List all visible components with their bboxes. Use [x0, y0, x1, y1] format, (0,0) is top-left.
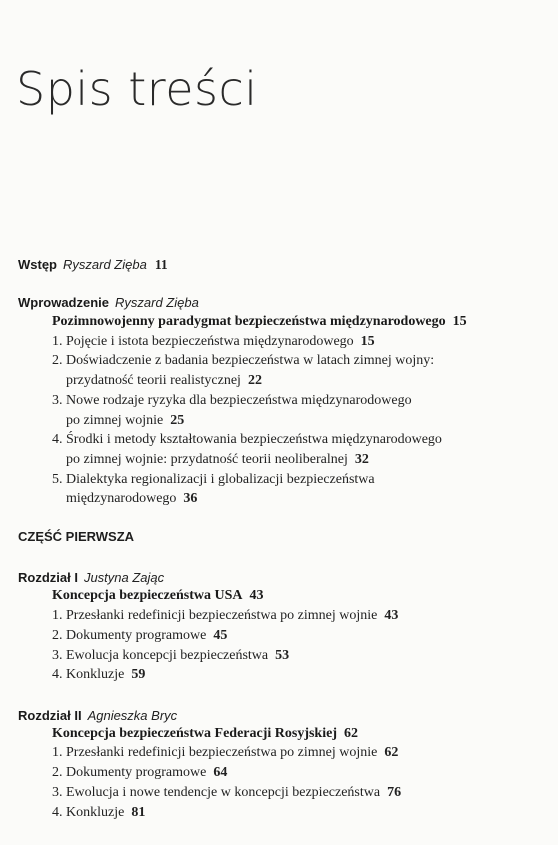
toc-item-text: 1. Przesłanki redefinicji bezpieczeństwa po zimnej wojnie: [52, 745, 378, 760]
toc-item[interactable]: [52, 765, 227, 781]
page-number: 15: [452, 314, 467, 329]
toc-item[interactable]: [52, 745, 398, 761]
page-number: 53: [275, 648, 290, 663]
page-number: 64: [213, 765, 228, 780]
page-number: 15: [360, 334, 375, 349]
page-number: 59: [131, 667, 146, 682]
toc-item-text: 2. Dokumenty programowe: [52, 765, 207, 780]
page-number: 25: [170, 413, 185, 428]
toc-item[interactable]: [52, 353, 434, 369]
toc-entry-wprowadzenie[interactable]: [18, 294, 199, 312]
toc-item[interactable]: [52, 472, 375, 488]
toc-item-text: 4. Konkluzje: [52, 667, 125, 682]
chapter-heading[interactable]: [52, 726, 358, 742]
chapter-heading[interactable]: [52, 588, 264, 604]
toc-item-text: 2. Doświadczenie z badania bezpieczeństwa w latach zimnej wojny:: [52, 353, 435, 368]
toc-entry-rozdzial-2[interactable]: [18, 707, 177, 725]
toc-item[interactable]: [52, 785, 401, 801]
entry-label: Rozdział I: [18, 570, 78, 585]
toc-item-text: 5. Dialektyka regionalizacji i globalizacji bezpieczeństwa: [52, 472, 375, 487]
page-number: 43: [384, 608, 399, 623]
page-number: 32: [354, 452, 369, 467]
toc-item-text: przydatność teorii realistycznej: [66, 373, 241, 388]
page-number: 62: [384, 745, 399, 760]
toc-item[interactable]: [52, 334, 375, 350]
chapter-heading-text: Pozimnowojenny paradygmat bezpieczeństwa międzynarodowego: [52, 314, 446, 329]
page-number: 81: [131, 805, 146, 820]
toc-item-text: 4. Konkluzje: [52, 805, 125, 820]
chapter-heading[interactable]: [52, 314, 467, 330]
toc-item-text: międzynarodowego: [66, 491, 177, 506]
toc-item[interactable]: [52, 805, 145, 821]
toc-item[interactable]: [52, 648, 289, 664]
chapter-heading-text: Koncepcja bezpieczeństwa Federacji Rosyjskiej: [52, 726, 337, 741]
toc-item-continuation[interactable]: [66, 373, 262, 389]
entry-author: Agnieszka Bryc: [87, 708, 178, 723]
toc-item-text: po zimnej wojnie: [66, 413, 164, 428]
toc-item-text: po zimnej wojnie: przydatność teorii neoliberalnej: [66, 452, 348, 467]
toc-item-continuation[interactable]: [66, 452, 369, 468]
toc-item-text: 3. Ewolucja koncepcji bezpieczeństwa: [52, 648, 269, 663]
part-heading: CZĘŚĆ PIERWSZA: [18, 529, 135, 544]
toc-item-text: 3. Ewolucja i nowe tendencje w koncepcji bezpieczeństwa: [52, 785, 381, 800]
entry-author: Ryszard Zięba: [63, 257, 147, 272]
page-number: 22: [247, 373, 262, 388]
toc-item-text: 2. Dokumenty programowe: [52, 628, 207, 643]
entry-label: Wprowadzenie: [18, 295, 110, 310]
toc-item-text: 3. Nowe rodzaje ryzyka dla bezpieczeństwa międzynarodowego: [52, 393, 412, 408]
toc-item[interactable]: [52, 608, 398, 624]
toc-item[interactable]: [52, 432, 442, 448]
page-number: 62: [343, 726, 358, 741]
toc-item-text: 1. Przesłanki redefinicji bezpieczeństwa po zimnej wojnie: [52, 608, 378, 623]
page-title: Spis treści: [16, 62, 258, 116]
entry-label: Wstęp: [18, 257, 57, 272]
toc-item-continuation[interactable]: [66, 491, 197, 507]
toc-item-text: 4. Środki i metody kształtowania bezpieczeństwa międzynarodowego: [52, 432, 442, 447]
toc-item[interactable]: [52, 628, 227, 644]
toc-item[interactable]: [52, 393, 412, 409]
toc-item[interactable]: [52, 667, 145, 683]
page-number: 76: [387, 785, 402, 800]
page-number: 36: [183, 491, 198, 506]
toc-entry-rozdzial-1[interactable]: [18, 569, 164, 587]
page-number: 45: [213, 628, 228, 643]
toc-item-text: 1. Pojęcie i istota bezpieczeństwa międzynarodowego: [52, 334, 354, 349]
entry-author: Ryszard Zięba: [115, 295, 199, 310]
toc-entry-wstep[interactable]: [18, 256, 168, 274]
page-number: 11: [154, 257, 168, 272]
chapter-heading-text: Koncepcja bezpieczeństwa USA: [52, 588, 243, 603]
entry-label: Rozdział II: [18, 708, 82, 723]
page-number: 43: [249, 588, 264, 603]
entry-author: Justyna Zając: [83, 570, 165, 585]
toc-item-continuation[interactable]: [66, 413, 184, 429]
